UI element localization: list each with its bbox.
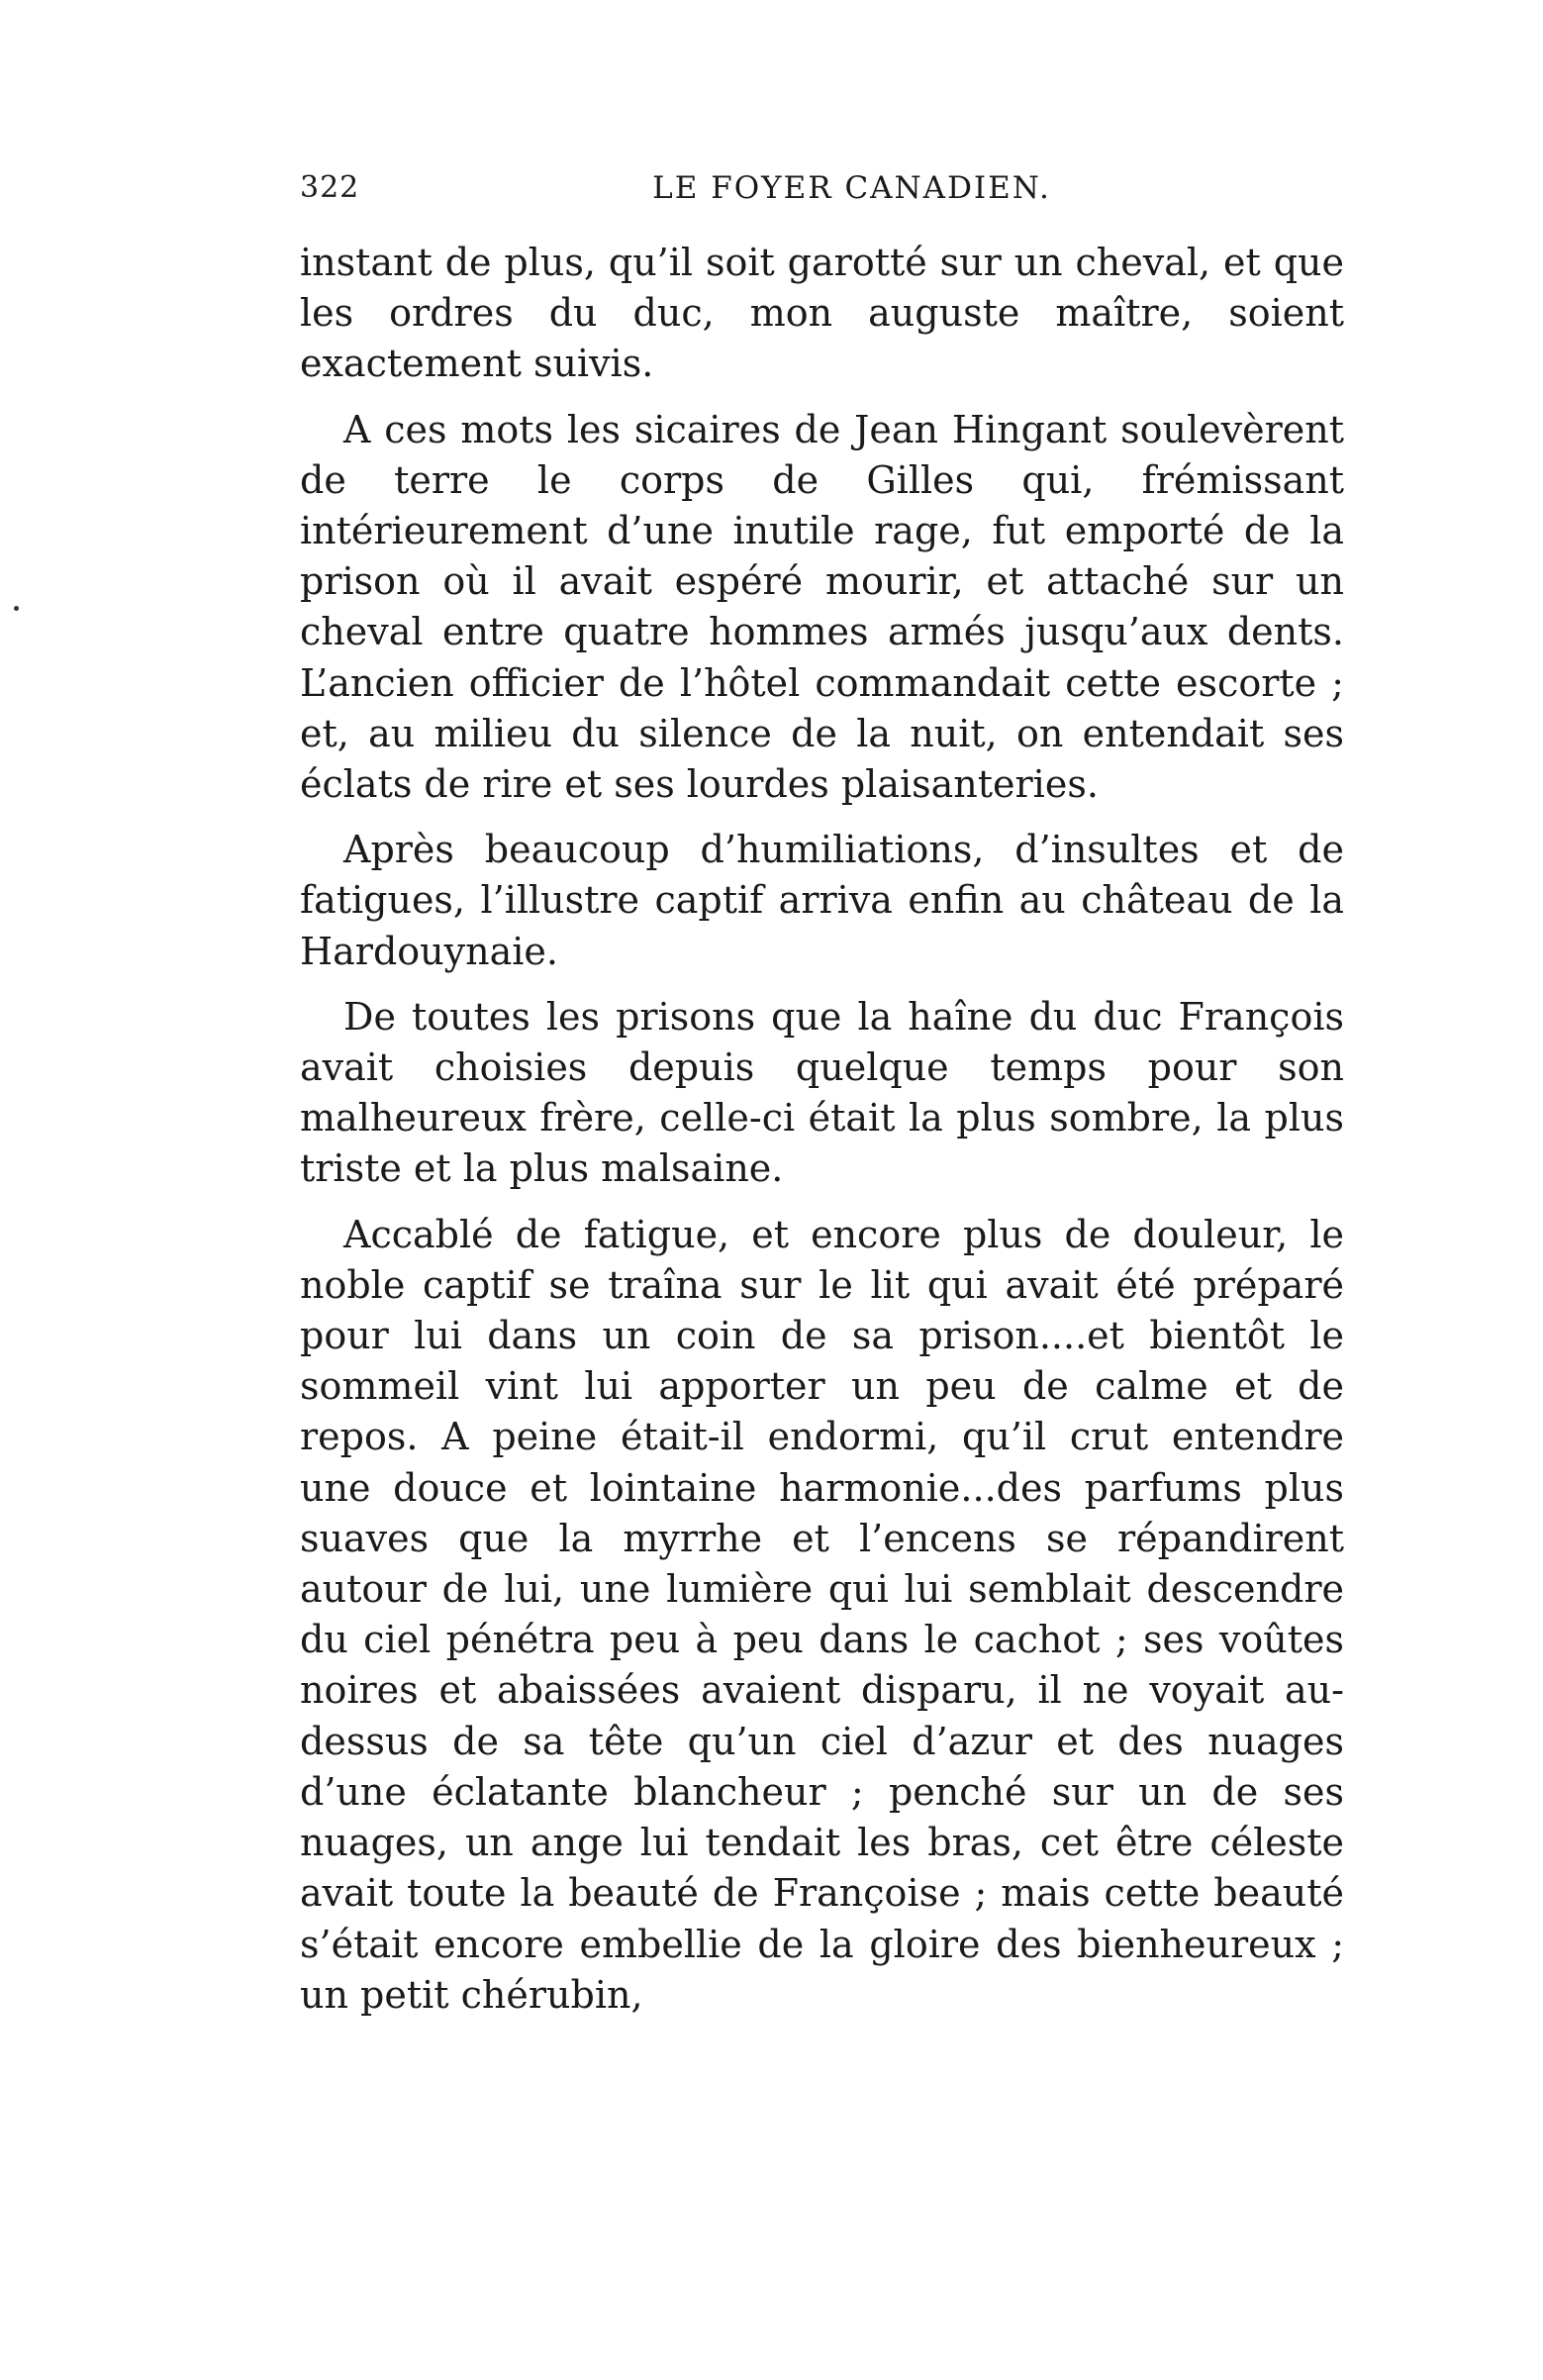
paragraph-continuation: instant de plus, qu’il soit garotté sur un cheval, et que les ordres du duc, mon auguste maître, soient exactement suivis. (300, 241, 1344, 386)
running-head (300, 170, 1344, 220)
paragraph: Après beaucoup d’humiliations, d’insultes et de fatigues, l’illustre captif arriva enfin au château de la Hardouynaie. (300, 828, 1344, 973)
journal-title: LE FOYER CANADIEN. (652, 170, 1051, 206)
paragraph: A ces mots les sicaires de Jean Hingant soulevèrent de terre le corps de Gilles qui, frémissant intérieurement d’une inutile rage, fut emporté de la prison où il avait espéré mourir, et attaché sur un cheval entre quatre hommes armés jusqu’aux dents. L’ancien officier de l’hôtel commandait cette escorte ; et, au milieu du silence de la nuit, on entendait ses éclats de rire et ses lourdes plaisanteries. (300, 407, 1344, 807)
margin-speck (14, 606, 19, 611)
paragraph: Accablé de fatigue, et encore plus de douleur, le noble captif se traîna sur le lit qui avait été préparé pour lui dans un coin de sa prison....et bientôt le sommeil vint lui apporter un peu de calme et de repos. A peine était-il endormi, qu’il crut entendre une douce et lointaine harmonie...des parfums plus suaves que la myrrhe et l’encens se répandirent autour de lui, une lumière qui lui semblait descendre du ciel pénétra peu à peu dans le cachot ; ses voûtes noires et abaissées avaient disparu, il ne voyait au-dessus de sa tête qu’un ciel d’azur et des nuages d’une éclatante blancheur ; penché sur un de ses nuages, un ange lui tendait les bras, cet être céleste avait toute la beauté de Françoise ; mais cette beauté s’était encore embellie de la gloire des bienheureux ; un petit chérubin, (300, 1212, 1344, 2017)
page-number: 322 (300, 170, 360, 205)
paragraph: De toutes les prisons que la haîne du duc François avait choisies depuis quelque temps pour son malheureux frère, celle-ci était la plus sombre, la plus triste et la plus malsaine. (300, 994, 1344, 1191)
body-text (300, 238, 1344, 2035)
